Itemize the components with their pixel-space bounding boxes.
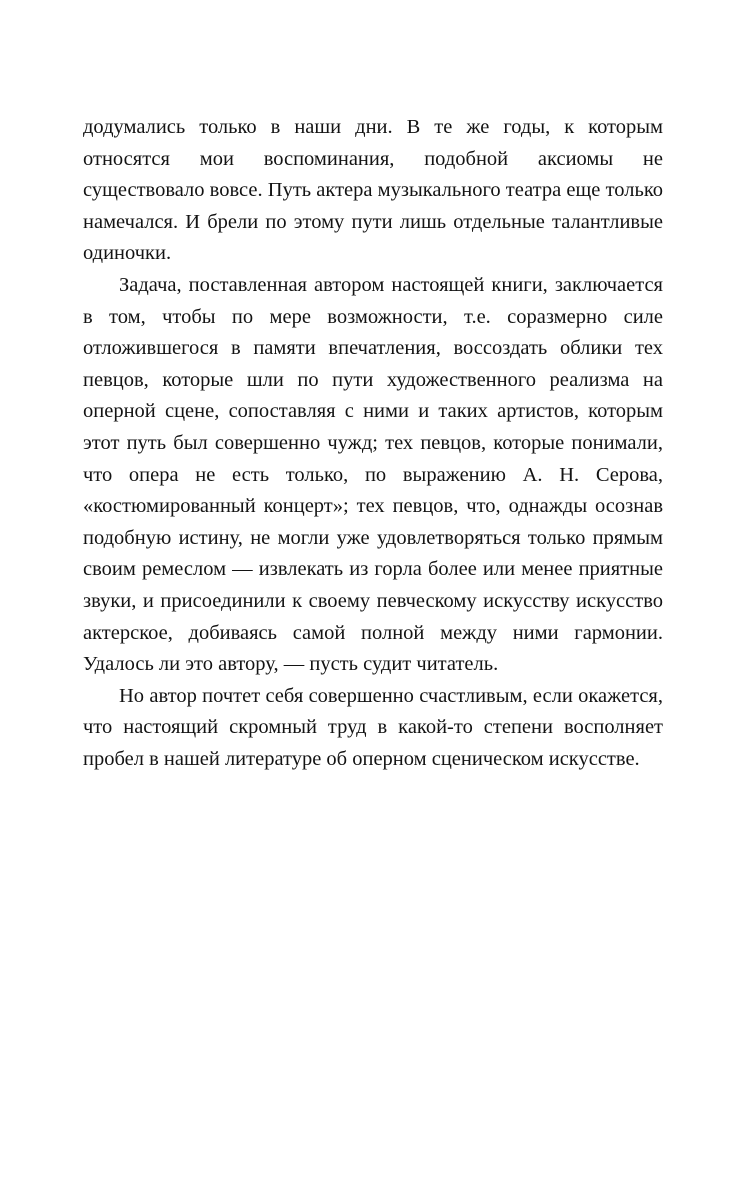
paragraph-task: Задача, поставленная автором настоящей книги, заключается в том, чтобы по мере возможности, т.е. соразмерно силе отложившегося в памяти впечатления, воссоздать облики тех певцов, которые шли по пути художественного реализма на оперной сцене, сопоставляя с ними и таких артистов, которым этот путь был совершенно чужд; тех певцов, которые понимали, что опера не есть только, по выражению А. Н. Серова, «костюмированный концерт»; тех певцов, что, однажды осознав подобную истину, не могли уже удовлетворяться только прямым своим ремеслом — извлекать из горла более или менее приятные звуки, и присоединили к своему певческому искусству искусство актерское, добиваясь самой полной между ними гармонии. Удалось ли это автору, — пусть судит читатель. (83, 273, 663, 676)
page-text-body (83, 112, 663, 775)
paragraph-closing: Но автор почтет себя совершенно счастливым, если окажется, что настоящий скромный труд в какой-то степени восполняет пробел в нашей литературе об оперном сценическом искусстве. (83, 684, 663, 770)
paragraph-continued: додумались только в наши дни. В те же годы, к которым относятся мои воспоминания, подобной аксиомы не существовало вовсе. Путь актера музыкального театра еще только намечался. И брели по этому пути лишь отдельные талантливые одиночки. (83, 116, 663, 265)
